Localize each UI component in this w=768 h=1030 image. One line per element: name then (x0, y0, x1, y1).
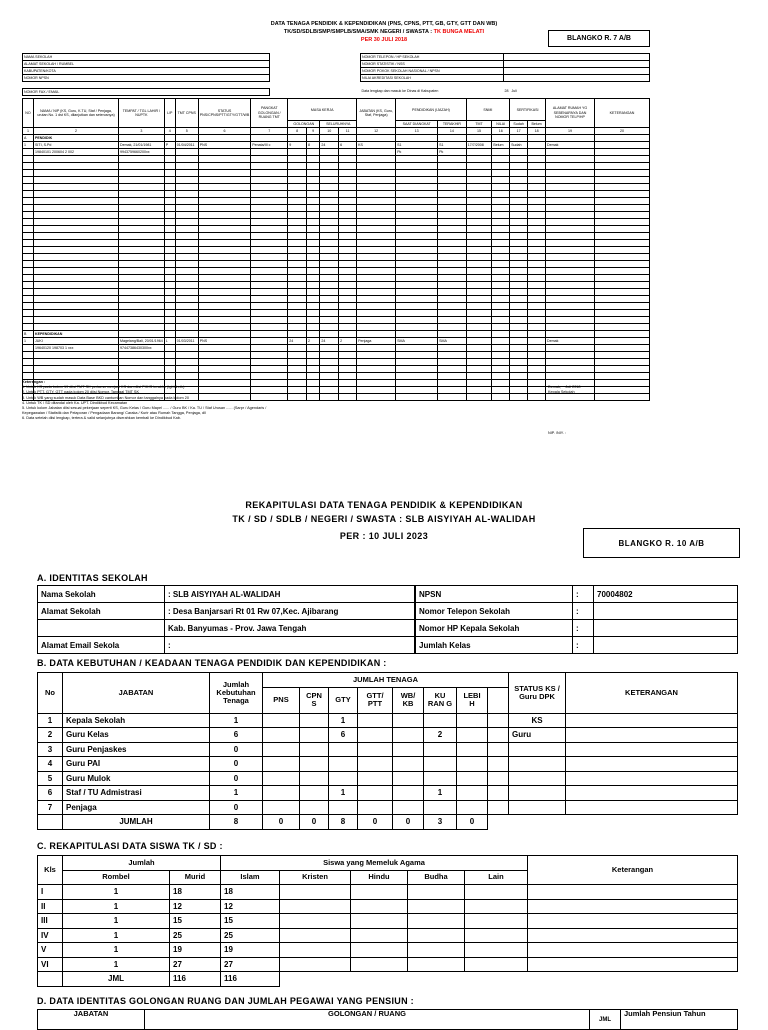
form1-title-line3: PER 30 JULI 2018 (360, 37, 408, 43)
section-d-heading: D. DATA IDENTITAS GOLONGAN RUANG DAN JUMLAH PEGAWAI YANG PENSIUN : (37, 996, 414, 1006)
section-c-heading: C. REKAPITULASI DATA SISWA TK / SD : (37, 841, 223, 851)
identity-right-table: NPSN : 70004802 Nomor Telepon Sekolah : Nomor HP Kepala Sekolah : Jumlah Kelas : (415, 585, 738, 654)
student-row: VI 1 27 27 (38, 957, 738, 972)
needs-row: 7 Penjaga 0 (38, 800, 738, 815)
needs-row: 5 Guru Mulok 0 (38, 771, 738, 786)
needs-row: 2 Guru Kelas 6 6 2 Guru (38, 728, 738, 743)
form1-title-line2: TK/SD/SDLB/SMP/SMPLB/SMA/SMK NEGERI / SWASTA : TK BUNGA MELATI (283, 29, 485, 35)
needs-row: 4 Guru PAI 0 (38, 757, 738, 772)
needs-row: 1 Kepala Sekolah 1 1 KS (38, 713, 738, 728)
student-row: V 1 19 19 (38, 943, 738, 958)
student-row: IV 1 25 25 (38, 928, 738, 943)
staff-needs-table: No JABATAN Jumlah Kebutuhan Tenaga JUMLAH TENAGA STATUS KS / Guru DPK KETERANGAN PNS CPN S GTY GTT/ PTT WB/ KB KU RAN G LEBI H 1 Kepala Sekolah 1 1 KS 2 Guru Kelas 6 6 2 Guru 3 Guru Penjaskes 0 4 Guru PAI 0 5 Guru Mulok 0 6 Staf / TU Admistrasi 1 1 1 7 Penjaga 0 JUMLAH 8 0 0 8 0 0 3 0 (37, 672, 738, 830)
identity-left-table: Nama Sekolah : SLB AISYIYAH AL-WALIDAH Alamat Sekolah : Desa Banjarsari Rt 01 Rw 07,Kec. Ajibarang Kab. Banyumas - Prov. Jawa Tengah Alamat Email Sekola : (37, 585, 415, 654)
student-row: II 1 12 12 (38, 899, 738, 914)
form2-title-line2: TK / SD / SDLB / NEGERI / SWASTA : SLB AISYIYAH AL-WALIDAH (232, 514, 536, 524)
section-a-heading: A. IDENTITAS SEKOLAH (37, 573, 148, 583)
student-recap-table: Kls Jumlah Siswa yang Memeluk Agama Keterangan Rombel Murid Islam Kristen Hindu Budha Lain I 1 18 18 II 1 12 12 III 1 15 15 IV 1 25 25 V 1 19 19 VI 1 27 27 JML 116 116 (37, 855, 738, 987)
student-total-row: JML 116 116 (38, 972, 738, 987)
form1-identity-right: NOMOR TELEPON / HP SEKOLAH NOMOR STATISTIK / NSS NOMOR POKOK SEKOLAH NASIONAL / NPSN NILAI AKREDITASI SEKOLAH Data lengkap dan masuk ke Dinas di Kabupaten 28 Juli (360, 53, 650, 94)
form2-title-line1: REKAPITULASI DATA TENAGA PENDIDIK & KEPENDIDIKAN (245, 500, 523, 510)
student-row: I 1 18 18 (38, 885, 738, 900)
form1-title-line1: DATA TENAGA PENDIDIK & KEPENDIDIKAN (PNS, CPNS, PTT, GB, GTY, GTT DAN WB) (270, 21, 498, 27)
form1-staff-table: NO NAMA / NIP (KS, Guru, K.TU, Staf / Penjaga, urutan No. 1 dst KS, dilanjutkan dan seterusnya) TEMPAT / TGL LAHIR / NUPTK L/P TMT CPNS STATUS PNS/CPNS/PTT/GTY/GTT/WB PANGKAT GOLONGAN / RUANG TMT MASA KERJA JABATAN (KS, Guru, Staf, Penjaga) PENDIDIKAN (IJAZAH) SNMI SERTIFIKASI ALAMAT RUMAH YG SEBENARNYA DAN NOMOR TELP/HP KETERANGAN GOLONGAN SELURUHNYA SAAT DIANGKAT TERAKHIR TMT NILAI Sudah Belum 1 2 3 4 5 6 7 8 9 10 11 12 13 14 15 16 17 18 19 20 A PENDIDIK 1 SITI, S.Pd Demak, 21/01/1981 P 01/04/2011 PNS Penata/III c 9 8 24 6 KS S1 S1 17/7/2008 Belum Sudah Demak 19840101 200604 2 002 9943759660200xx Pk Pk B KEPENDIDIKAN 1 JUKI Magelang/Bali, 20/01/1964 L 01/03/2011 PNS 24 2 24 2 Penjaga SMA SMA Demak 19640120 198703 1 xxx 97447386430300xx (22, 98, 650, 401)
form1-notes: Keterangan : 1. Untuk KS pada kolom 19 diisi TMT SK pertama menjadi KS dan diisi PKKS terakhir (tgl-bln-th) 2. Untuk PTT, GTY, GTT pada kolom 20 diisi Nomor, Tanggal TMT SK 3. Untuk WB yang sudah masuk Data Base BKD cantumkan Nomor dan tanggalnya pada kolom 20 4. Untuk TK / SD ditandai oleh Ka. UPT. Dindikbud Kecamatan 5. Untuk kolom Jabatan diisi sesuai pekerjaan seperti KS, Guru Kelas / Guru Mapel ...... / Guru BK / Ka. TU / Staf Urusan ...... (Sarpr / Agendaris / Kepegawaian / Statistik dan Pelaporan / Pengadaan Barang/ Caraka / Kurir atau Rumah Tangga, Penjaga, dll 6. Data setelah diisi lengkap, tertera & valid selanjutnya diserahkan kembali ke Dindikbud Kab. (22, 380, 267, 421)
form1-row-kependidikan-1: 1 JUKI Magelang/Bali, 20/01/1964 L 01/03/2011 PNS 24 2 24 2 Penjaga SMA SMA Demak (23, 338, 650, 345)
form1-signature: Demak, Juli 2018 Kepala Sekolah NIP. /NIY. : (548, 385, 581, 436)
form1-blanko-label: BLANGKO R. 7 A/B (548, 30, 650, 47)
form1-row-pendidik-1: 1 SITI, S.Pd Demak, 21/01/1981 P 01/04/2011 PNS Penata/III c 9 8 24 6 KS S1 S1 17/7/2008 Belum Sudah Demak (23, 142, 650, 149)
rank-table: JABATAN GOLONGAN / RUANG JML Jumlah Pensiun Tahun (37, 1009, 738, 1030)
form1-identity-left: NAMA SEKOLAH ALAMAT SEKOLAH / RUMBEL KABUPATEN/KOTA NOMOR NPSN NOMOR FAX / EMAIL (22, 53, 270, 96)
section-b-heading: B. DATA KEBUTUHAN / KEADAAN TENAGA PENDIDIK DAN KEPENDIDIKAN : (37, 658, 387, 668)
form1-school-name: TK BUNGA MELATI (433, 29, 485, 35)
form2-title-line3: PER : 10 JULI 2023 (339, 531, 429, 541)
needs-row: 3 Guru Penjaskes 0 (38, 742, 738, 757)
student-row: III 1 15 15 (38, 914, 738, 929)
needs-row: 6 Staf / TU Admistrasi 1 1 1 (38, 786, 738, 801)
form2-blanko-label: BLANGKO R. 10 A/B (583, 528, 740, 558)
needs-total-row: JUMLAH 8 0 0 8 0 0 3 0 (38, 815, 738, 830)
